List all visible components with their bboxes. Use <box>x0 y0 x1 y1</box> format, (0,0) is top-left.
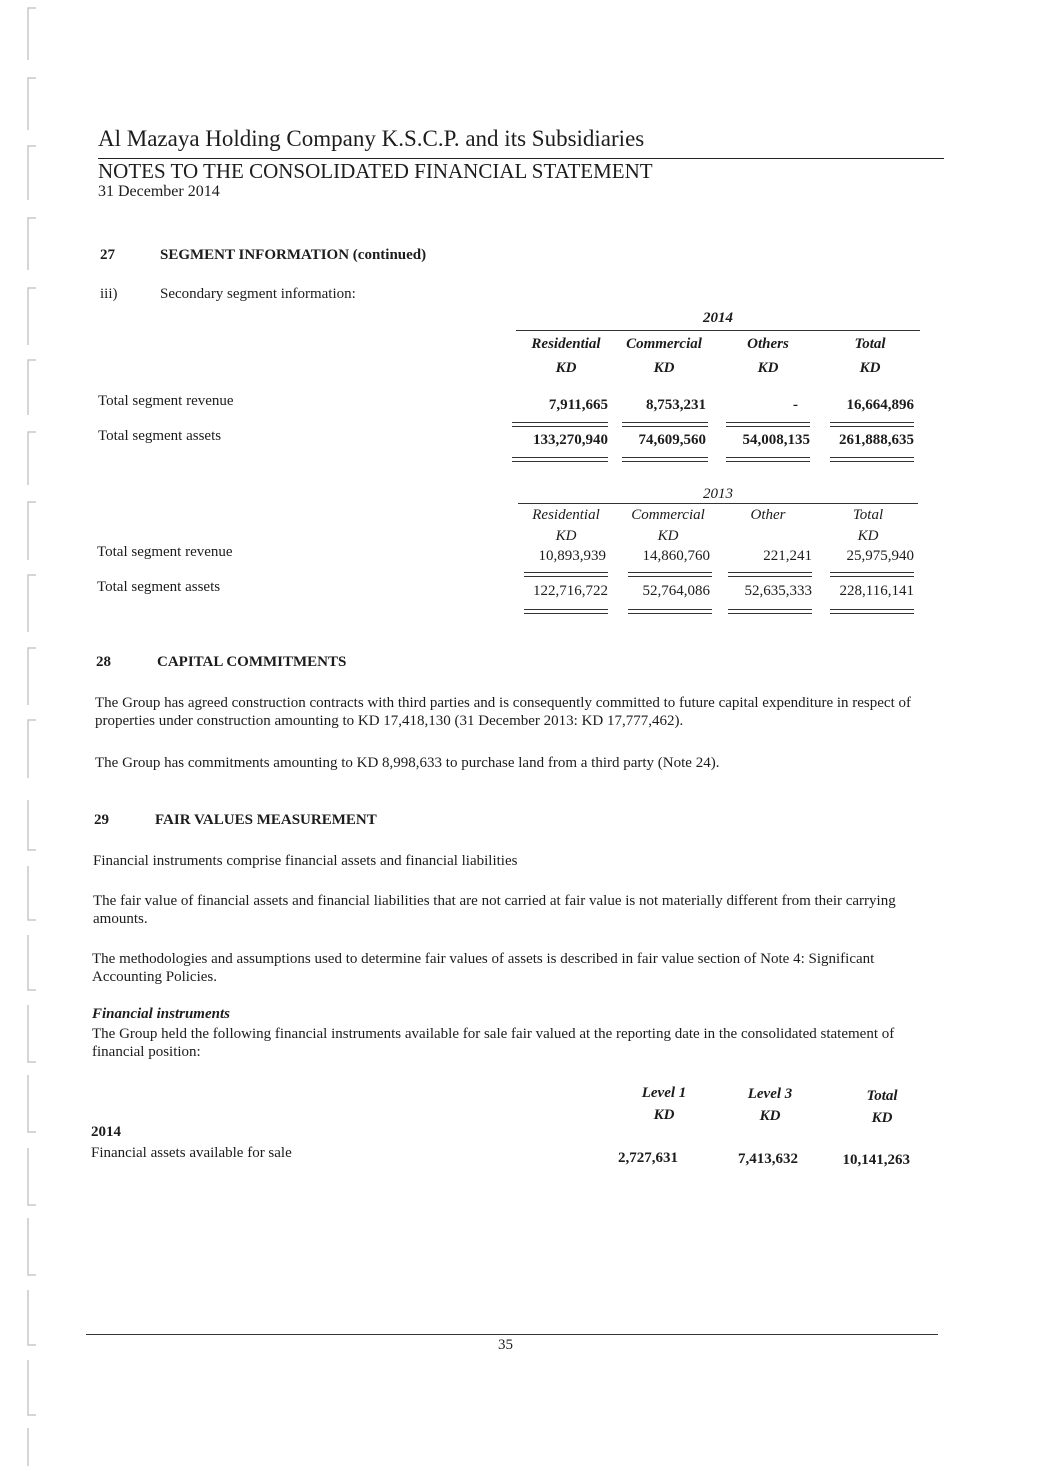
section-29-paragraph-1: Financial instruments comprise financial assets and financial liabilities <box>93 853 518 869</box>
dbl-rule <box>728 572 812 577</box>
col-residential-2014-unit: KD <box>555 360 577 376</box>
fv-total-value: 10,141,263 <box>842 1152 910 1168</box>
dbl-rule <box>524 609 608 614</box>
section-27-title: SEGMENT INFORMATION (continued) <box>160 247 427 263</box>
col-total-2014: Total <box>854 336 886 352</box>
company-name: Al Mazaya Holding Company K.S.C.P. and its Subsidiaries <box>98 126 645 151</box>
subsection-number: iii) <box>100 286 118 302</box>
section-28-paragraph-2: The Group has commitments amounting to KD 8,998,633 to purchase land from a third party (Note 24). <box>95 755 720 771</box>
col-total-2013: Total <box>852 507 884 523</box>
assets-commercial-2013: 52,764,086 <box>642 583 710 599</box>
section-29-paragraph-2: The fair value of financial assets and financial liabilities that are not carried at fair value is not materially different from their carrying amounts. <box>93 893 896 927</box>
row-label-assets-2014: Total segment assets <box>98 428 222 444</box>
section-27-number: 27 <box>100 247 115 263</box>
statement-date: 31 December 2014 <box>98 183 220 200</box>
col-total-fv: Total <box>866 1088 898 1104</box>
fv-row-label: Financial assets available for sale <box>91 1145 292 1161</box>
revenue-others-2014: - <box>793 397 798 413</box>
col-level3-unit: KD <box>759 1108 781 1124</box>
scan-margin-marks <box>0 0 60 1471</box>
fv-level1-value: 2,727,631 <box>618 1150 678 1166</box>
revenue-other-2013: 221,241 <box>763 548 812 564</box>
footer-rule <box>86 1334 938 1335</box>
dbl-rule <box>830 609 914 614</box>
assets-commercial-2014: 74,609,560 <box>638 432 706 448</box>
dbl-rule <box>628 609 712 614</box>
col-residential-2013: Residential <box>532 507 600 523</box>
assets-residential-2014: 133,270,940 <box>533 432 608 448</box>
revenue-total-2014: 16,664,896 <box>846 397 914 413</box>
assets-others-2014: 54,008,135 <box>742 432 810 448</box>
section-28-number: 28 <box>96 654 111 670</box>
dbl-rule <box>512 422 608 427</box>
dbl-rule <box>628 572 712 577</box>
dbl-rule <box>622 457 708 462</box>
section-29-title: FAIR VALUES MEASUREMENT <box>155 812 377 828</box>
col-commercial-2013: Commercial <box>631 507 705 523</box>
financial-instruments-title: Financial instruments <box>92 1006 230 1022</box>
page-number: 35 <box>498 1337 513 1353</box>
col-other-2013: Other <box>750 507 786 523</box>
section-28-title: CAPITAL COMMITMENTS <box>157 654 347 670</box>
row-label-revenue-2013: Total segment revenue <box>97 544 233 560</box>
section-28-paragraph-1: The Group has agreed construction contracts with third parties and is consequently committed to future capital expenditure in respect of properties under construction amounting to KD 17,418,130 (31 December 2013: KD 17,777,462). <box>95 695 911 729</box>
revenue-total-2013: 25,975,940 <box>846 548 914 564</box>
dbl-rule <box>830 457 914 462</box>
section-29-number: 29 <box>94 812 109 828</box>
col-residential-2013-unit: KD <box>555 528 577 544</box>
assets-total-2013: 228,116,141 <box>839 583 914 599</box>
fv-year-label: 2014 <box>91 1124 121 1140</box>
financial-instruments-text: The Group held the following financial instruments available for sale fair valued at the reporting date in the consolidated statement of financial position: <box>92 1026 895 1060</box>
section-29-paragraph-3: The methodologies and assumptions used to determine fair values of assets is described in fair value section of Note 4: Significant Accounting Policies. <box>92 951 875 985</box>
subsection-title: Secondary segment information: <box>160 286 356 302</box>
row-label-revenue-2014: Total segment revenue <box>98 393 234 409</box>
notes-title: NOTES TO THE CONSOLIDATED FINANCIAL STATEMENT <box>98 159 653 183</box>
dbl-rule <box>726 457 810 462</box>
revenue-residential-2013: 10,893,939 <box>538 548 606 564</box>
row-label-assets-2013: Total segment assets <box>97 579 221 595</box>
col-commercial-2013-unit: KD <box>657 528 679 544</box>
assets-total-2014: 261,888,635 <box>839 432 914 448</box>
assets-residential-2013: 122,716,722 <box>533 583 608 599</box>
dbl-rule <box>726 422 810 427</box>
col-level1: Level 1 <box>641 1085 687 1101</box>
col-total-2013-unit: KD <box>857 528 879 544</box>
col-level3: Level 3 <box>747 1086 793 1102</box>
revenue-residential-2014: 7,911,665 <box>548 397 608 413</box>
col-total-fv-unit: KD <box>871 1110 893 1126</box>
col-commercial-2014-unit: KD <box>653 360 675 376</box>
year-2014-heading: 2014 <box>703 310 733 326</box>
revenue-commercial-2013: 14,860,760 <box>642 548 710 564</box>
dbl-rule <box>512 457 608 462</box>
col-others-2014-unit: KD <box>757 360 779 376</box>
assets-other-2013: 52,635,333 <box>744 583 812 599</box>
year-2014-rule <box>516 330 920 331</box>
dbl-rule <box>728 609 812 614</box>
dbl-rule <box>830 572 914 577</box>
col-others-2014: Others <box>747 336 789 352</box>
col-level1-unit: KD <box>653 1107 675 1123</box>
year-2013-heading: 2013 <box>703 486 733 502</box>
dbl-rule <box>524 572 608 577</box>
year-2013-rule <box>518 503 918 504</box>
revenue-commercial-2014: 8,753,231 <box>646 397 706 413</box>
fv-level3-value: 7,413,632 <box>738 1151 798 1167</box>
col-residential-2014: Residential <box>531 336 601 352</box>
col-commercial-2014: Commercial <box>626 336 702 352</box>
col-total-2014-unit: KD <box>859 360 881 376</box>
dbl-rule <box>830 422 914 427</box>
dbl-rule <box>622 422 708 427</box>
